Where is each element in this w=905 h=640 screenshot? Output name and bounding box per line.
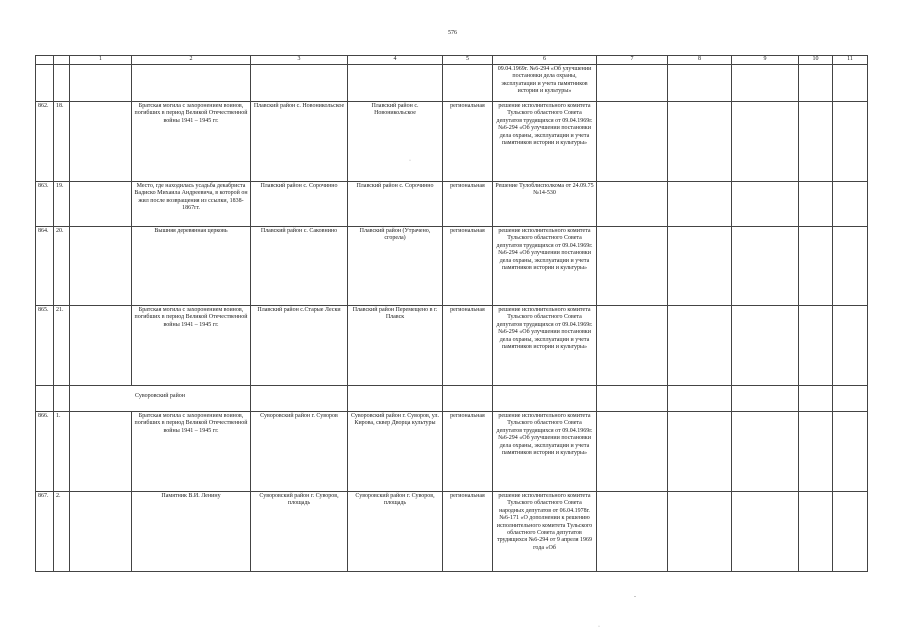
row-number: 865. (36, 306, 54, 386)
empty-cell (597, 306, 668, 386)
empty-cell (732, 182, 799, 227)
empty-cell (668, 102, 732, 182)
monument-name: Вышняя деревянная церковь (132, 227, 251, 306)
empty-cell (732, 412, 799, 492)
historic-location: Плавский район с. Новоникольское (251, 102, 348, 182)
row-number: 866. (36, 412, 54, 492)
table-row (36, 306, 868, 386)
empty-cell (251, 386, 348, 412)
column-header (36, 56, 54, 65)
current-location: Плавский район Перемещено в г. Плавск (348, 306, 443, 386)
empty-cell (70, 227, 132, 306)
sub-number: 21. (54, 306, 70, 386)
legal-document: решение исполнительного комитета Тульского областного Совета народных депутатов от 06.04.1978г. №6-171 «О дополнении к решению исполнительного комитета Тульского областного Совета депутатов трудящихся №6-294 от 9 апреля 1969 года «Об (493, 492, 597, 572)
empty-cell (732, 306, 799, 386)
monument-name: Памятник В.И. Ленину (132, 492, 251, 572)
empty-cell (443, 386, 493, 412)
row-number (36, 65, 54, 102)
empty-cell (732, 386, 799, 412)
empty-cell (668, 227, 732, 306)
monument-name: Место, где находилась усадьба декабриста Вадиско Михаила Андреевича, в которой он жил после возвращения из ссылки, 1838-1867гг. (132, 182, 251, 227)
empty-cell (597, 412, 668, 492)
empty-cell (54, 386, 70, 412)
empty-cell (668, 65, 732, 102)
sub-number: 18. (54, 102, 70, 182)
empty-cell (70, 306, 132, 386)
empty-cell (597, 492, 668, 572)
protection-category: региональная (443, 182, 493, 227)
empty-cell (799, 182, 833, 227)
current-location: Суворовский район г. Суворов, ул. Кирова, сквер Дворца культуры (348, 412, 443, 492)
row-number: 864. (36, 227, 54, 306)
sub-number: 1. (54, 412, 70, 492)
empty-cell (348, 386, 443, 412)
table-row (36, 492, 868, 572)
monument-name (132, 65, 251, 102)
column-header: 9 (732, 56, 799, 65)
empty-cell (70, 492, 132, 572)
empty-cell (597, 386, 668, 412)
table-row (36, 102, 868, 182)
empty-cell (833, 227, 868, 306)
column-header: 6 (493, 56, 597, 65)
empty-cell (833, 65, 868, 102)
stray-mark: · (409, 158, 411, 164)
historic-location (251, 65, 348, 102)
section-title: Суворовский район (70, 386, 251, 412)
empty-cell (799, 306, 833, 386)
historic-location: Суворовский район г. Суворов (251, 412, 348, 492)
sub-number: 2. (54, 492, 70, 572)
protection-category: региональная (443, 306, 493, 386)
current-location: Суворовский район г. Суворов, площадь (348, 492, 443, 572)
current-location (348, 65, 443, 102)
monument-name: Братская могила с захоронением воинов, погибших в период Великой Отечественной войны 1941 – 1945 гг. (132, 102, 251, 182)
empty-cell (833, 386, 868, 412)
column-header: 2 (132, 56, 251, 65)
legal-document: Решение Тулоблисполкома от 24.09.75 №14-530 (493, 182, 597, 227)
empty-cell (732, 492, 799, 572)
empty-cell (70, 102, 132, 182)
empty-cell (668, 412, 732, 492)
empty-cell (70, 182, 132, 227)
empty-cell (732, 65, 799, 102)
empty-cell (799, 412, 833, 492)
empty-cell (732, 227, 799, 306)
column-header: 4 (348, 56, 443, 65)
historic-location: Суворовский район г. Суворов, площадь (251, 492, 348, 572)
legal-document: решение исполнительного комитета Тульского областного Совета депутатов трудящихся от 09.04.1969г. №6-294 «Об улучшении постановки дела охраны, эксплуатации и учета памятников истории и культуры» (493, 102, 597, 182)
row-number: 862. (36, 102, 54, 182)
legal-document: 09.04.1969г. №6-294 «Об улучшении постановки дела охраны, эксплуатации и учета памятников истории и культуры» (493, 65, 597, 102)
empty-cell (597, 65, 668, 102)
empty-cell (833, 492, 868, 572)
empty-cell (833, 412, 868, 492)
historic-location: Плавский район с.Старые Лески (251, 306, 348, 386)
row-number: 867. (36, 492, 54, 572)
column-header: 7 (597, 56, 668, 65)
page-number: 576 (448, 30, 457, 36)
column-header: 8 (668, 56, 732, 65)
stray-mark: - (634, 594, 636, 600)
protection-category: региональная (443, 412, 493, 492)
empty-cell (799, 65, 833, 102)
empty-cell (799, 492, 833, 572)
empty-cell (597, 102, 668, 182)
legal-document: решение исполнительного комитета Тульского областного Совета депутатов трудящихся от 09.04.1969г. №6-294 «Об улучшении постановки дела охраны, эксплуатации и учета памятников истории и культуры» (493, 227, 597, 306)
monument-name: Братская могила с захоронением воинов, погибших в период Великой Отечественной войны 1941 – 1945 гг. (132, 412, 251, 492)
empty-cell (70, 412, 132, 492)
empty-cell (668, 306, 732, 386)
legal-document: решение исполнительного комитета Тульского областного Совета депутатов трудящихся от 09.04.1969г. №6-294 «Об улучшении постановки дела охраны, эксплуатации и учета памятников истории и культуры» (493, 306, 597, 386)
historic-location: Плавский район с. Сорочинно (251, 182, 348, 227)
monuments-register-table (35, 55, 868, 572)
section-row (36, 386, 868, 412)
empty-cell (668, 386, 732, 412)
sub-number (54, 65, 70, 102)
header-row (36, 56, 868, 65)
column-header: 5 (443, 56, 493, 65)
empty-cell (36, 386, 54, 412)
current-location: Плавский район с. Сорочинно (348, 182, 443, 227)
table-row (36, 65, 868, 102)
column-header: 1 (70, 56, 132, 65)
current-location: Плавский район с. Новоникольское (348, 102, 443, 182)
empty-cell (668, 492, 732, 572)
sub-number: 19. (54, 182, 70, 227)
column-header: 10 (799, 56, 833, 65)
empty-cell (668, 182, 732, 227)
protection-category (443, 65, 493, 102)
empty-cell (799, 102, 833, 182)
monument-name: Братская могила с захоронением воинов, погибших в период Великой Отечественной войны 1941 – 1945 гг. (132, 306, 251, 386)
empty-cell (597, 182, 668, 227)
protection-category: региональная (443, 102, 493, 182)
protection-category: региональная (443, 227, 493, 306)
stray-mark: · (598, 624, 600, 630)
historic-location: Плавский район с. Саковнино (251, 227, 348, 306)
row-number: 863. (36, 182, 54, 227)
empty-cell (70, 65, 132, 102)
empty-cell (493, 386, 597, 412)
current-location: Плавский район (Утрачено, сгорела) (348, 227, 443, 306)
empty-cell (833, 182, 868, 227)
protection-category: региональная (443, 492, 493, 572)
column-header: 3 (251, 56, 348, 65)
legal-document: решение исполнительного комитета Тульского областного Совета депутатов трудящихся от 09.04.1969г. №6-294 «Об улучшении постановки дела охраны, эксплуатации и учета памятников истории и культуры» (493, 412, 597, 492)
sub-number: 20. (54, 227, 70, 306)
table-row (36, 412, 868, 492)
empty-cell (799, 227, 833, 306)
empty-cell (799, 386, 833, 412)
empty-cell (833, 306, 868, 386)
column-header (54, 56, 70, 65)
empty-cell (732, 102, 799, 182)
empty-cell (597, 227, 668, 306)
table-row (36, 227, 868, 306)
empty-cell (833, 102, 868, 182)
column-header: 11 (833, 56, 868, 65)
table-row (36, 182, 868, 227)
